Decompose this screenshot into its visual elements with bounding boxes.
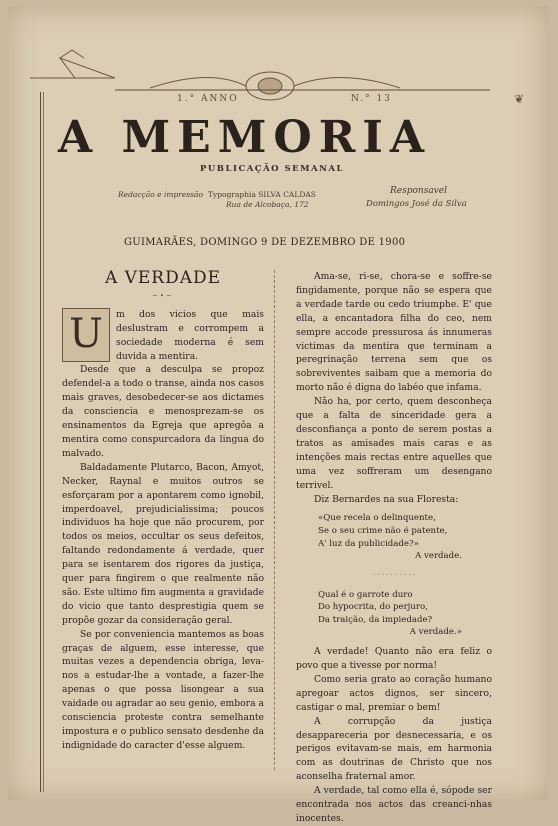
verse-line: «Que recela o delinquente, [318, 513, 436, 524]
title-ornament-icon: ~•~ [152, 291, 174, 300]
verse-answer: A verdade. [415, 551, 462, 562]
director-name: Domingos José da Silva [366, 199, 467, 209]
flourish-icon: ❦ [513, 92, 524, 106]
dateline: GUIMARÃES, DOMINGO 9 DE DEZEMBRO DE 1900 [124, 237, 406, 248]
issue-year: 1.° ANNO [177, 94, 239, 104]
newspaper-title: A MEMORIA [58, 112, 432, 163]
column-divider [274, 270, 275, 770]
redaction-label: Redacção e impressão [118, 190, 203, 199]
verse-line: Qual é o garrote duro [318, 589, 413, 600]
printer-address: Rua de Alcobaça, 172 [226, 200, 309, 209]
paragraph: Ama-se, ri-se, chora-se e soffre-se fingidamente, porque não se espera que a verdade tarde ou cedo triumphe. E' que ella, a encantadora filha do ceo, nem sempre accode pressurosa ás innumeras victimas da mentira que terminam a peregrinação terrena sem que os sobreviventes saibam que a memoria do morto não é digna do labéo que infama. [296, 271, 492, 394]
issue-bar [115, 90, 490, 108]
newspaper-subtitle: PUBLICAÇÃO SEMANAL [200, 164, 344, 174]
paragraph: A verdade, tal como ella é, sópode ser encontrada nos actos das creanci-nhas inocentes. [296, 785, 492, 824]
verse-line: A' luz da publicidade?» [318, 538, 419, 549]
paragraph: Se por conveniencia mantemos as boas graças de alguem, esse interesse, que muitas vezes a dependencia obriga, leva-nos a estudar-lhe a vontade, a fazer-lhe apenas o que possa lisongear a sua vaidade ou agradar ao seu genio, embora a consciencia proteste contra semelhante impostura e o publico sensato desdenhe da indignidade do caracter d'esse alguem. [62, 628, 264, 751]
verse-quote [296, 589, 492, 639]
verse-quote [296, 512, 492, 562]
left-border-rule [40, 92, 41, 792]
article-title: A VERDADE [104, 268, 222, 288]
left-border-rule-inner [43, 92, 44, 792]
article-right-column [296, 270, 492, 826]
verse-line: Se o seu crime não é patente, [318, 526, 448, 536]
paragraph: Baldadamente Plutarco, Bacon, Amyot, Necker, Raynal e muitos outros se esforçaram por a apontarem como ignobil, imperdoavel, prejudicialissima; poucos individuos ha hoje que não procurem, por todos os meios, occultar os seus defeitos, faltando redondamente á verdade, quer para se isentarem dos rigores da justiça, quer para fingirem o que realmente não são. Este ultimo fim augmenta a gravidade do vicio que tanto desprestigia quem se propõe gozar da consideração geral. [62, 461, 264, 626]
paragraph: Diz Bernardes na sua Floresta: [314, 493, 459, 505]
separator: · · · · · · · · · · [372, 570, 416, 579]
publication-info [108, 180, 478, 212]
paragraph: Como seria grato ao coração humano apregoar actos dignos, ser sincero, castigar o mal, premiar o bem! [296, 673, 492, 713]
paragraph: Não ha, por certo, quem desconheça que a falta de sinceridade gera a desconfiança a ponto de serem postas a tratos as amisades mais caras e as intenções mais rectas entre aquelles que uma vez soffreram um desengano terrivel. [296, 396, 492, 491]
paragraph: m dos vicios que mais deslustram e corrompem a sociedade moderna é sem duvida a mentira. [116, 308, 264, 362]
issue-number: N.° 13 [351, 94, 392, 104]
paragraph: A corrupção da justiça desappareceria por desnecessaria, e os perigos evitavam-se mais, em harmonia com as doutrinas de Christo que nos aconselha fraternal amor. [296, 715, 492, 783]
verse-line: Do hypocrita, do perjuro, [318, 602, 428, 613]
paragraph: A verdade! Quanto não era feliz o povo que a tivesse por norma! [296, 646, 492, 671]
paragraph: Desde que a desculpa se propoz defendel-a a todo o transe, ainda nos casos mais graves, desobedecer-se aos dictames da consciencia e menosprezam-se os ensinamentos da Egreja que apregôa a mentira como conspurcadora da lingua do malvado. [62, 364, 264, 459]
printer-name: Typographia SILVA CALDAS [208, 190, 316, 199]
verse-answer: A verdade.» [409, 627, 462, 638]
responsible-label: Responsavel [390, 186, 447, 196]
verse-line: Da traição, da impiedade? [318, 614, 433, 625]
drop-cap: U [62, 308, 110, 362]
article-left-column [62, 268, 264, 753]
